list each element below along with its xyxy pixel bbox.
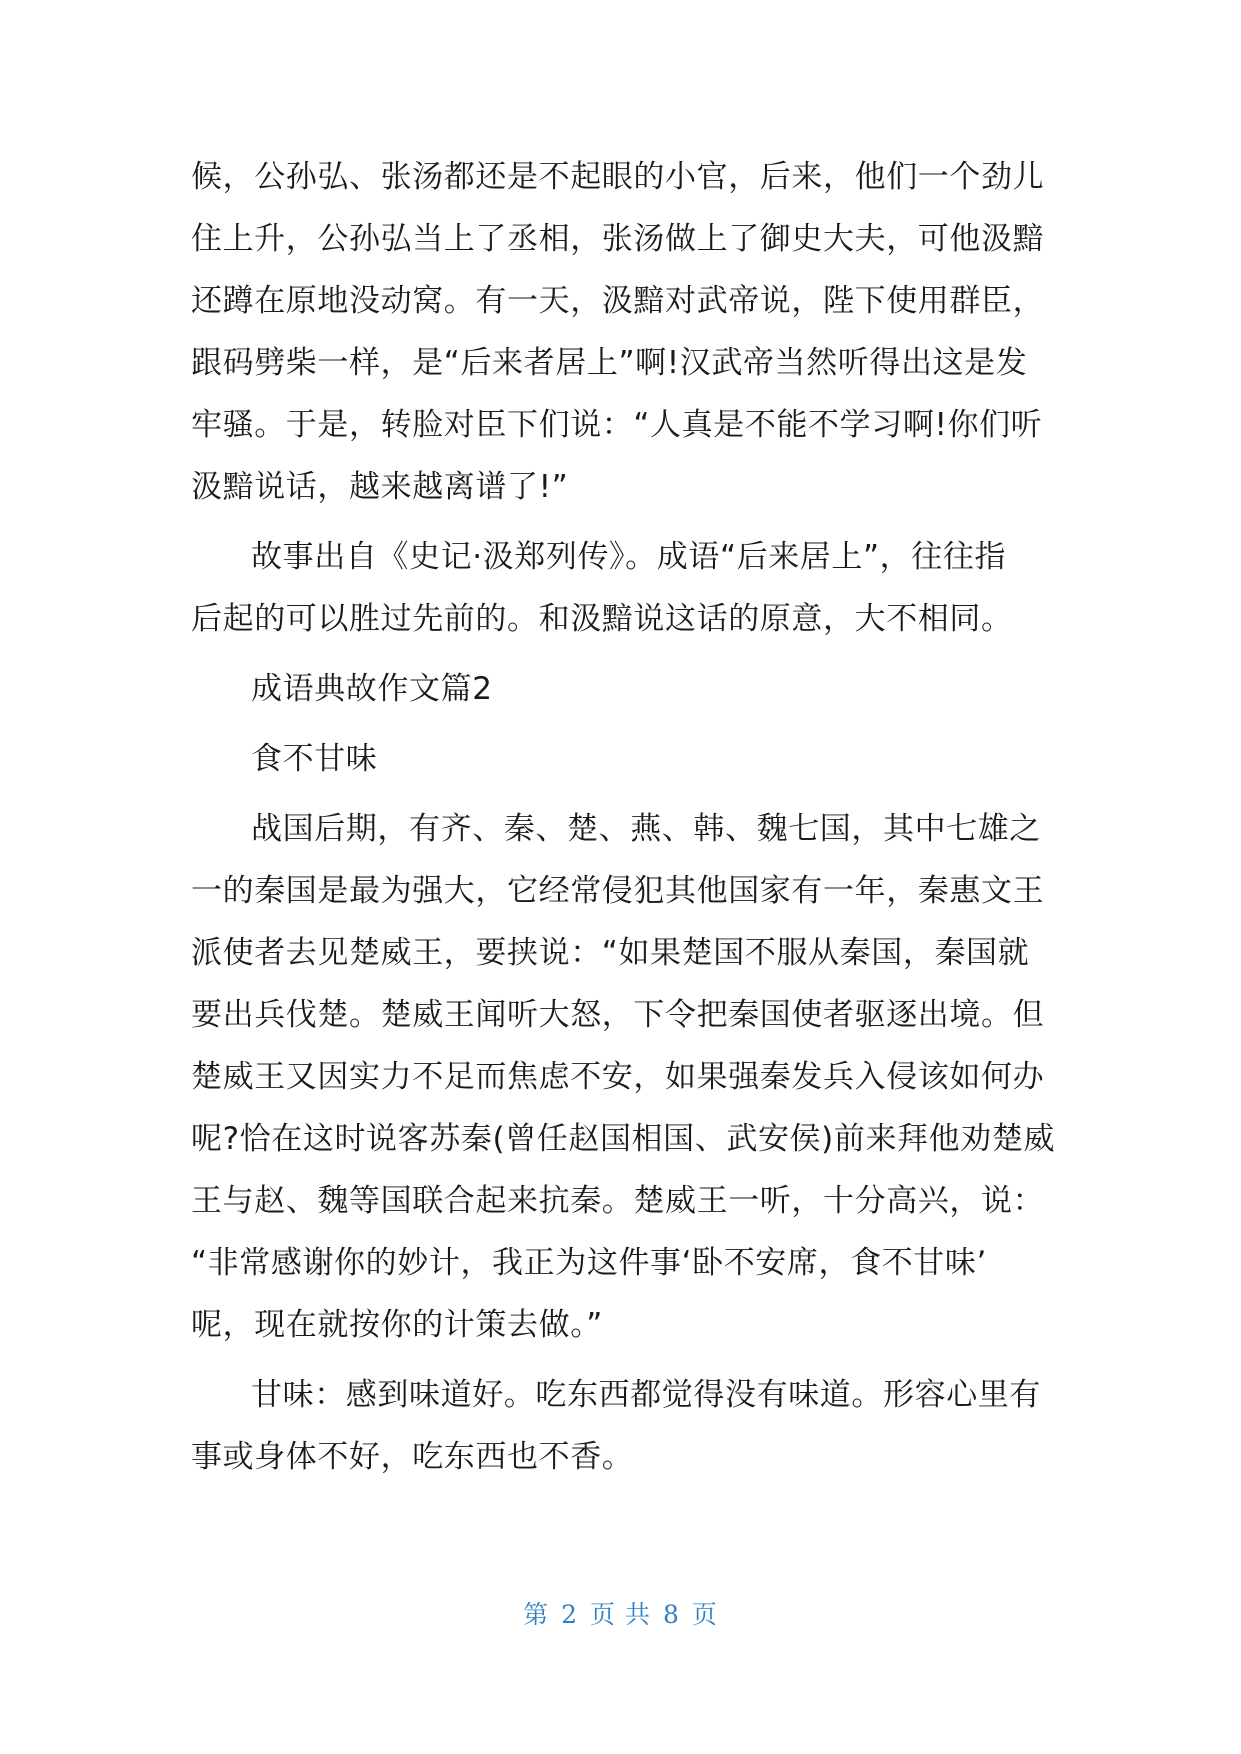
text-line: “非常感谢你的妙计，我正为这件事‘卧不安席，食不甘味’ xyxy=(191,1245,987,1281)
text-line: 故事出自《史记·汲郑列传》。成语“后来居上”，往往指 xyxy=(251,539,1007,575)
text-line: 跟码劈柴一样，是“后来者居上”啊!汉武帝当然听得出这是发 xyxy=(191,345,1028,381)
text-line: 派使者去见楚威王，要挟说：“如果楚国不服从秦国，秦国就 xyxy=(191,935,1030,971)
section-heading: 成语典故作文篇2 xyxy=(251,671,493,707)
text-line: 呢，现在就按你的计策去做。” xyxy=(191,1307,603,1343)
text-line: 楚威王又因实力不足而焦虑不安，如果强秦发兵入侵该如何办 xyxy=(191,1059,1045,1095)
footer-prefix: 第 xyxy=(523,1600,550,1629)
text-line: 汲黯说话，越来越离谱了!” xyxy=(191,469,569,505)
text-line: 一的秦国是最为强大，它经常侵犯其他国家有一年，秦惠文王 xyxy=(191,873,1045,909)
footer-total-pages: 8 xyxy=(662,1600,680,1629)
text-line: 王与赵、魏等国联合起来抗秦。楚威王一听，十分高兴，说： xyxy=(191,1183,1045,1219)
footer-middle: 页 共 xyxy=(590,1600,651,1629)
text-line: 要出兵伐楚。楚威王闻听大怒，下令把秦国使者驱逐出境。但 xyxy=(191,997,1045,1033)
text-line: 牢骚。于是，转脸对臣下们说：“人真是不能不学习啊!你们听 xyxy=(191,407,1043,443)
text-line: 候，公孙弘、张汤都还是不起眼的小官，后来，他们一个劲儿 xyxy=(191,159,1045,195)
text-line: 甘味：感到味道好。吃东西都觉得没有味道。形容心里有 xyxy=(251,1377,1041,1413)
text-line: 住上升，公孙弘当上了丞相，张汤做上了御史大夫，可他汲黯 xyxy=(191,221,1045,257)
text-line: 还蹲在原地没动窝。有一天，汲黯对武帝说，陛下使用群臣， xyxy=(191,283,1045,319)
text-line: 战国后期，有齐、秦、楚、燕、韩、魏七国，其中七雄之 xyxy=(251,811,1041,847)
page-footer xyxy=(0,1595,1241,1631)
text-line: 呢?恰在这时说客苏秦(曾任赵国相国、武安侯)前来拜他劝楚威 xyxy=(191,1121,1056,1157)
story-title: 食不甘味 xyxy=(251,741,378,777)
text-line: 后起的可以胜过先前的。和汲黯说这话的原意，大不相同。 xyxy=(191,601,1013,637)
footer-page-number: 2 xyxy=(561,1600,579,1629)
footer-suffix: 页 xyxy=(691,1600,718,1629)
text-line: 事或身体不好，吃东西也不香。 xyxy=(191,1439,634,1475)
